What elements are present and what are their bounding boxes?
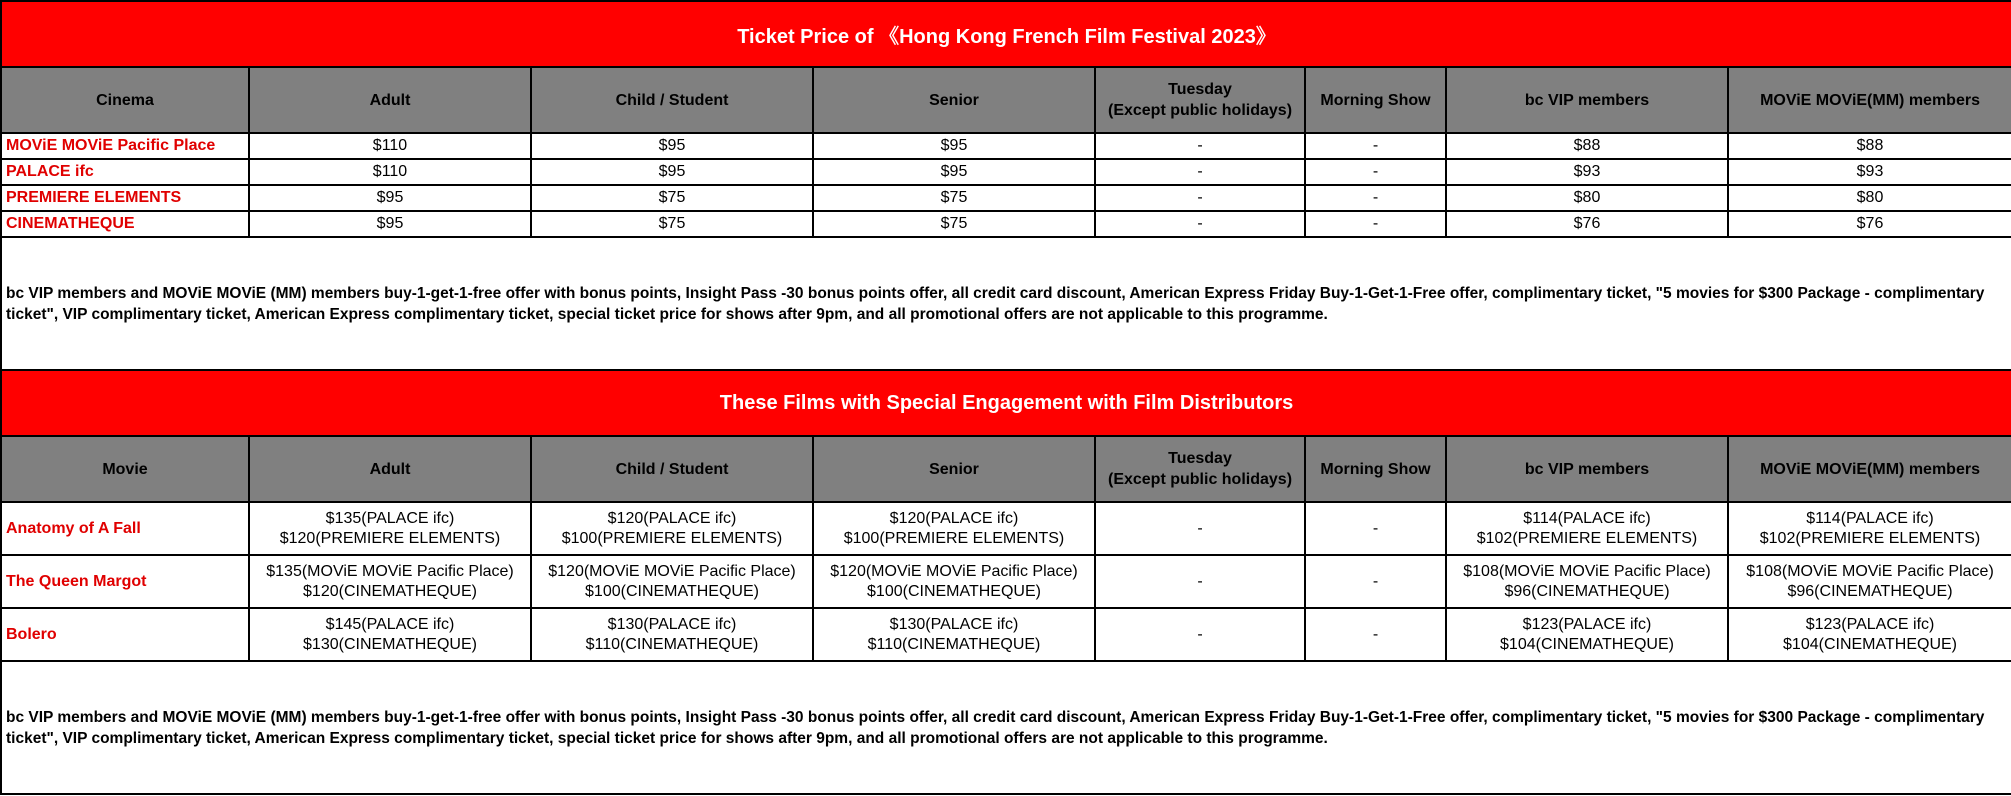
price-cell [813, 608, 1095, 661]
price-line: $123(PALACE ifc) [1522, 615, 1652, 633]
price-line: $96(CINEMATHEQUE) [1787, 582, 1953, 600]
header-tuesday-line2: (Except public holidays) [1107, 471, 1293, 488]
price-cell: $88 [1728, 133, 2011, 159]
price-cell [813, 502, 1095, 555]
price-cell: $75 [813, 211, 1095, 237]
price-cell: - [1095, 159, 1305, 185]
price-line: $135(MOViE MOViE Pacific Place) [266, 562, 514, 580]
price-line: $130(CINEMATHEQUE) [303, 635, 477, 653]
section2-title: These Films with Special Engagement with Film Distributors [1, 370, 2011, 436]
header-senior: Senior [813, 436, 1095, 502]
header-adult: Adult [249, 67, 531, 133]
price-cell: $93 [1728, 159, 2011, 185]
price-cell [531, 502, 813, 555]
price-line: $100(PREMIERE ELEMENTS) [843, 529, 1065, 547]
header-bc-vip: bc VIP members [1446, 436, 1728, 502]
price-line: $100(CINEMATHEQUE) [867, 582, 1041, 600]
price-cell [813, 555, 1095, 608]
section1-note: bc VIP members and MOViE MOViE (MM) members buy-1-get-1-free offer with bonus points, Insight Pass -30 bonus points offer, all credit card discount, American Express Friday Buy-1-Get-1-Free offer, complimentary ticket, "5 movies for $300 Package - complimentary ticket", VIP complimentary ticket, American Express complimentary ticket, special ticket price for shows after 9pm, and all promotional offers are not applicable to this programme. [1, 237, 2011, 370]
table-row [1, 502, 2011, 555]
price-cell: $95 [249, 185, 531, 211]
price-cell [531, 608, 813, 661]
header-mm-members: MOViE MOViE(MM) members [1728, 67, 2011, 133]
price-cell: - [1305, 159, 1446, 185]
header-morning-show: Morning Show [1305, 67, 1446, 133]
price-cell: $95 [531, 133, 813, 159]
price-line: $104(CINEMATHEQUE) [1783, 635, 1957, 653]
header-tuesday-line1: Tuesday [1168, 450, 1232, 467]
price-line: $104(CINEMATHEQUE) [1500, 635, 1674, 653]
price-cell: - [1095, 555, 1305, 608]
price-cell [1728, 555, 2011, 608]
price-cell [1446, 608, 1728, 661]
price-cell [1728, 502, 2011, 555]
price-cell: $75 [531, 185, 813, 211]
price-line: $135(PALACE ifc) [325, 509, 455, 527]
price-cell: $76 [1728, 211, 2011, 237]
price-cell: - [1305, 211, 1446, 237]
price-cell: - [1305, 555, 1446, 608]
header-mm-members: MOViE MOViE(MM) members [1728, 436, 2011, 502]
price-cell: - [1095, 185, 1305, 211]
price-cell: $95 [813, 159, 1095, 185]
price-line: $108(MOViE MOViE Pacific Place) [1463, 562, 1711, 580]
price-line: $120(PALACE ifc) [889, 509, 1019, 527]
header-tuesday [1095, 67, 1305, 133]
price-line: $120(MOViE MOViE Pacific Place) [548, 562, 796, 580]
section2-note: bc VIP members and MOViE MOViE (MM) members buy-1-get-1-free offer with bonus points, Insight Pass -30 bonus points offer, all credit card discount, American Express Friday Buy-1-Get-1-Free offer, complimentary ticket, "5 movies for $300 Package - complimentary ticket", VIP complimentary ticket, American Express complimentary ticket, special ticket price for shows after 9pm, and all promotional offers are not applicable to this programme. [1, 661, 2011, 794]
header-adult: Adult [249, 436, 531, 502]
price-line: $102(PREMIERE ELEMENTS) [1476, 529, 1698, 547]
price-cell: - [1305, 608, 1446, 661]
price-cell: $95 [813, 133, 1095, 159]
price-cell: $110 [249, 133, 531, 159]
price-line: $114(PALACE ifc) [1806, 509, 1934, 527]
section2-header-row [1, 436, 2011, 502]
price-cell: $75 [531, 211, 813, 237]
price-cell: $76 [1446, 211, 1728, 237]
price-cell: $95 [531, 159, 813, 185]
movie-title: The Queen Margot [1, 555, 249, 608]
header-child-student: Child / Student [531, 436, 813, 502]
price-cell [531, 555, 813, 608]
cinema-name: CINEMATHEQUE [1, 211, 249, 237]
cinema-name: MOViE MOViE Pacific Place [1, 133, 249, 159]
header-child-student: Child / Student [531, 67, 813, 133]
price-line: $120(PREMIERE ELEMENTS) [279, 529, 501, 547]
cinema-name: PALACE ifc [1, 159, 249, 185]
price-cell [249, 555, 531, 608]
header-tuesday [1095, 436, 1305, 502]
header-movie: Movie [1, 436, 249, 502]
movie-title: Bolero [1, 608, 249, 661]
cinema-name: PREMIERE ELEMENTS [1, 185, 249, 211]
price-line: $96(CINEMATHEQUE) [1504, 582, 1670, 600]
movie-title: Anatomy of A Fall [1, 502, 249, 555]
price-line: $102(PREMIERE ELEMENTS) [1759, 529, 1981, 547]
price-cell [249, 608, 531, 661]
price-cell [1728, 608, 2011, 661]
header-bc-vip: bc VIP members [1446, 67, 1728, 133]
table-row [1, 159, 2011, 185]
price-line: $120(MOViE MOViE Pacific Place) [830, 562, 1078, 580]
price-cell: $93 [1446, 159, 1728, 185]
price-line: $120(PALACE ifc) [607, 509, 737, 527]
price-cell: - [1305, 133, 1446, 159]
header-morning-show: Morning Show [1305, 436, 1446, 502]
header-senior: Senior [813, 67, 1095, 133]
price-line: $145(PALACE ifc) [325, 615, 455, 633]
price-cell: - [1305, 185, 1446, 211]
price-cell: - [1305, 502, 1446, 555]
price-line: $100(CINEMATHEQUE) [585, 582, 759, 600]
price-line: $120(CINEMATHEQUE) [303, 582, 477, 600]
section1-header-row [1, 67, 2011, 133]
price-line: $130(PALACE ifc) [889, 615, 1019, 633]
header-cinema: Cinema [1, 67, 249, 133]
price-cell: $88 [1446, 133, 1728, 159]
price-cell: - [1095, 133, 1305, 159]
table-row [1, 608, 2011, 661]
table-row [1, 185, 2011, 211]
price-line: $110(CINEMATHEQUE) [585, 635, 759, 653]
table-row [1, 211, 2011, 237]
price-line: $110(CINEMATHEQUE) [867, 635, 1041, 653]
price-cell: - [1095, 211, 1305, 237]
price-line: $108(MOViE MOViE Pacific Place) [1746, 562, 1994, 580]
price-line: $100(PREMIERE ELEMENTS) [561, 529, 783, 547]
price-cell: $75 [813, 185, 1095, 211]
header-tuesday-line2: (Except public holidays) [1107, 102, 1293, 119]
price-cell: $80 [1446, 185, 1728, 211]
price-line: $114(PALACE ifc) [1523, 509, 1651, 527]
price-cell: $80 [1728, 185, 2011, 211]
table-row [1, 555, 2011, 608]
table-row [1, 133, 2011, 159]
price-cell [1446, 502, 1728, 555]
price-cell [249, 502, 531, 555]
price-cell: $110 [249, 159, 531, 185]
price-line: $123(PALACE ifc) [1805, 615, 1935, 633]
price-cell: - [1095, 608, 1305, 661]
price-line: $130(PALACE ifc) [607, 615, 737, 633]
price-cell: - [1095, 502, 1305, 555]
price-cell [1446, 555, 1728, 608]
price-cell: $95 [249, 211, 531, 237]
section1-title: Ticket Price of 《Hong Kong French Film Festival 2023》 [1, 1, 2011, 67]
header-tuesday-line1: Tuesday [1168, 81, 1232, 98]
